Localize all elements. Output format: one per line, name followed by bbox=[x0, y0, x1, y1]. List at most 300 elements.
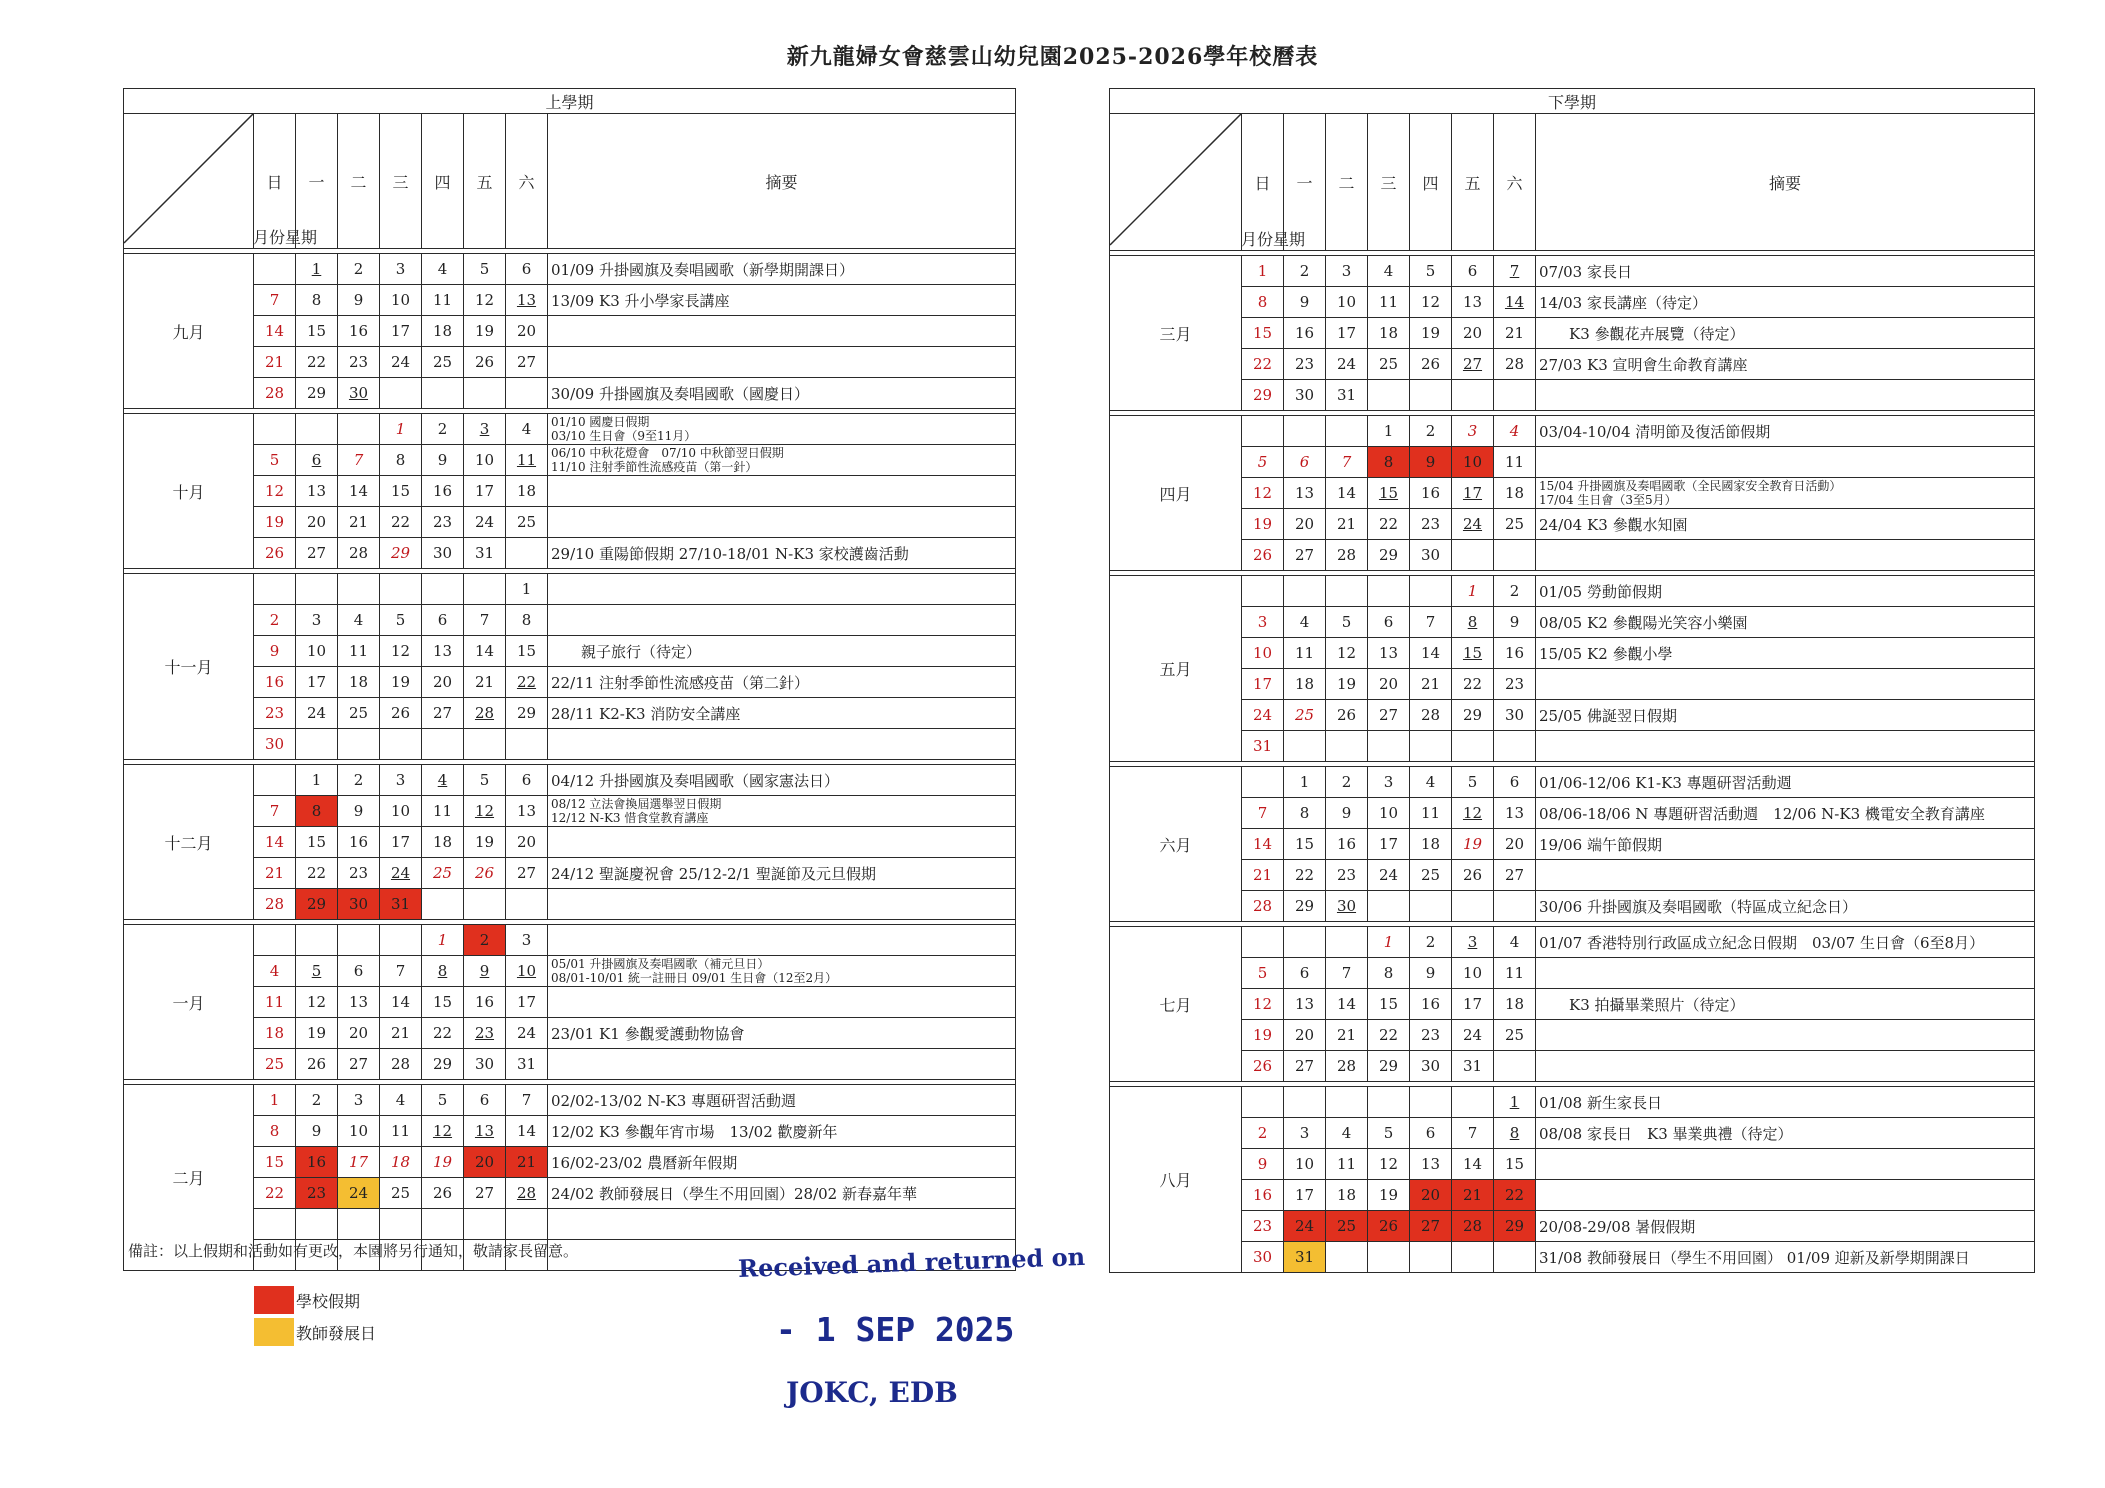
day-number: 28 bbox=[264, 895, 285, 913]
day-number: 13 bbox=[1420, 1155, 1441, 1173]
week-row bbox=[1110, 798, 2035, 829]
day-number: 1 bbox=[269, 1091, 280, 1109]
day-number: 26 bbox=[474, 864, 495, 882]
week-row bbox=[124, 538, 1016, 569]
day-number: 11 bbox=[1378, 293, 1399, 311]
day-cell bbox=[1494, 1087, 1536, 1118]
day-number: 11 bbox=[348, 642, 369, 660]
week-row bbox=[1110, 1118, 2035, 1149]
day-number: 13 bbox=[1462, 293, 1483, 311]
day-cell bbox=[1284, 1051, 1326, 1082]
week-summary bbox=[548, 889, 1016, 920]
week-row bbox=[1110, 1020, 2035, 1051]
day-number: 24 bbox=[390, 353, 411, 371]
day-cell bbox=[1326, 447, 1368, 478]
week-row bbox=[124, 414, 1016, 445]
day-cell bbox=[296, 476, 338, 507]
day-number: 19 bbox=[474, 833, 495, 851]
day-number: 18 bbox=[1378, 324, 1399, 342]
day-number: 3 bbox=[1341, 262, 1352, 280]
day-number: 28 bbox=[390, 1055, 411, 1073]
day-number: 10 bbox=[1336, 293, 1357, 311]
day-number: 1 bbox=[395, 420, 406, 438]
day-number: 2 bbox=[1299, 262, 1310, 280]
week-summary bbox=[1536, 891, 2035, 922]
week-summary bbox=[1536, 1149, 2035, 1180]
day-number: 15 bbox=[1378, 995, 1399, 1013]
day-number: 8 bbox=[1299, 804, 1310, 822]
day-cell bbox=[296, 574, 338, 605]
day-cell bbox=[254, 476, 296, 507]
day-cell bbox=[254, 729, 296, 760]
day-cell bbox=[1410, 416, 1452, 447]
day-number: 19 bbox=[264, 513, 285, 531]
day-number: 22 bbox=[516, 673, 537, 691]
day-number: 21 bbox=[516, 1153, 537, 1171]
week-row bbox=[1110, 607, 2035, 638]
day-cell bbox=[1368, 1118, 1410, 1149]
day-cell bbox=[1494, 669, 1536, 700]
day-number: 6 bbox=[437, 611, 448, 629]
day-cell bbox=[1284, 1180, 1326, 1211]
day-cell bbox=[464, 667, 506, 698]
day-number: 6 bbox=[521, 771, 532, 789]
day-cell bbox=[380, 574, 422, 605]
day-number: 4 bbox=[1341, 1124, 1352, 1142]
day-cell bbox=[422, 605, 464, 636]
day-cell bbox=[338, 445, 380, 476]
day-number: 8 bbox=[1257, 293, 1268, 311]
day-cell bbox=[1242, 576, 1284, 607]
day-number: 15 bbox=[306, 833, 327, 851]
weekday-header: 六 bbox=[506, 114, 548, 249]
day-cell bbox=[296, 347, 338, 378]
summary-line: 08/05 K2 參觀陽光笑容小樂園 bbox=[1539, 613, 1748, 632]
day-cell bbox=[1452, 576, 1494, 607]
day-number: 13 bbox=[516, 802, 537, 820]
day-cell bbox=[254, 765, 296, 796]
day-number: 16 bbox=[1336, 835, 1357, 853]
day-cell bbox=[1452, 380, 1494, 411]
day-cell bbox=[1284, 958, 1326, 989]
day-cell bbox=[380, 1085, 422, 1116]
day-cell bbox=[338, 507, 380, 538]
week-row bbox=[124, 925, 1016, 956]
day-number: 2 bbox=[353, 771, 364, 789]
day-number: 23 bbox=[1420, 515, 1441, 533]
day-number: 15 bbox=[1504, 1155, 1525, 1173]
summary-line: 16/02-23/02 農曆新年假期 bbox=[551, 1153, 738, 1172]
day-cell bbox=[464, 538, 506, 569]
day-number: 19 bbox=[390, 673, 411, 691]
week-row bbox=[1110, 1211, 2035, 1242]
day-cell bbox=[338, 254, 380, 285]
day-number: 20 bbox=[348, 1024, 369, 1042]
day-cell bbox=[422, 1178, 464, 1209]
day-cell bbox=[338, 1116, 380, 1147]
week-row bbox=[124, 605, 1016, 636]
day-cell bbox=[1452, 1149, 1494, 1180]
summary-line: 30/06 升掛國旗及奏唱國歌（特區成立紀念日） bbox=[1539, 897, 1857, 916]
week-row bbox=[1110, 349, 2035, 380]
week-summary bbox=[1536, 540, 2035, 571]
day-number: 15 bbox=[432, 993, 453, 1011]
week-summary bbox=[1536, 509, 2035, 540]
week-summary bbox=[548, 667, 1016, 698]
week-summary bbox=[1536, 1242, 2035, 1273]
summary-line: 25/05 佛誕翌日假期 bbox=[1539, 706, 1677, 725]
day-cell bbox=[1368, 1211, 1410, 1242]
day-cell bbox=[380, 1209, 422, 1240]
day-number: 29 bbox=[306, 384, 327, 402]
day-number: 27 bbox=[1462, 355, 1483, 373]
day-number: 2 bbox=[1425, 422, 1436, 440]
day-cell bbox=[296, 538, 338, 569]
day-cell bbox=[254, 538, 296, 569]
summary-line: 08/01-10/01 統一註冊日 09/01 生日會（12至2月） bbox=[551, 971, 838, 985]
summary-line: K3 拍攝畢業照片（待定） bbox=[1539, 995, 1745, 1014]
day-cell bbox=[1494, 576, 1536, 607]
day-cell bbox=[464, 987, 506, 1018]
day-cell bbox=[1452, 1180, 1494, 1211]
day-cell bbox=[254, 1178, 296, 1209]
day-cell bbox=[1410, 731, 1452, 762]
day-number: 28 bbox=[348, 544, 369, 562]
day-cell bbox=[422, 796, 464, 827]
day-cell bbox=[1410, 607, 1452, 638]
day-number: 20 bbox=[1420, 1186, 1441, 1204]
day-cell bbox=[422, 1049, 464, 1080]
day-cell bbox=[1452, 1020, 1494, 1051]
day-cell bbox=[422, 729, 464, 760]
month-label: 十二月 bbox=[124, 765, 254, 920]
day-cell bbox=[1242, 380, 1284, 411]
day-number: 12 bbox=[432, 1122, 453, 1140]
day-number: 11 bbox=[1504, 453, 1525, 471]
day-number: 23 bbox=[1420, 1026, 1441, 1044]
day-cell bbox=[338, 285, 380, 316]
day-number: 21 bbox=[264, 864, 285, 882]
day-number: 14 bbox=[1420, 644, 1441, 662]
day-number: 29 bbox=[432, 1055, 453, 1073]
day-cell bbox=[1368, 416, 1410, 447]
day-cell bbox=[1494, 989, 1536, 1020]
day-number: 27 bbox=[516, 353, 537, 371]
day-cell bbox=[1410, 989, 1452, 1020]
day-number: 30 bbox=[474, 1055, 495, 1073]
day-number: 10 bbox=[1378, 804, 1399, 822]
day-number: 29 bbox=[1252, 386, 1273, 404]
day-number: 27 bbox=[432, 704, 453, 722]
week-summary bbox=[1536, 669, 2035, 700]
week-row bbox=[124, 1116, 1016, 1147]
day-number: 1 bbox=[521, 580, 532, 598]
stamp-date: - 1 SEP 2025 bbox=[776, 1310, 1015, 1349]
day-cell bbox=[1368, 607, 1410, 638]
week-summary bbox=[1536, 700, 2035, 731]
day-number: 15 bbox=[516, 642, 537, 660]
day-number: 2 bbox=[1425, 933, 1436, 951]
day-number: 20 bbox=[1462, 324, 1483, 342]
summary-line: 24/12 聖誕慶祝會 25/12-2/1 聖誕節及元旦假期 bbox=[551, 864, 876, 883]
day-cell bbox=[506, 538, 548, 569]
day-number: 30 bbox=[348, 895, 369, 913]
day-cell bbox=[1242, 958, 1284, 989]
day-number: 24 bbox=[1252, 706, 1273, 724]
summary-line: 19/06 端午節假期 bbox=[1539, 835, 1662, 854]
day-cell bbox=[1242, 349, 1284, 380]
weekday-header-label: 星期 bbox=[1273, 230, 1306, 249]
day-cell bbox=[296, 414, 338, 445]
day-number: 25 bbox=[264, 1055, 285, 1073]
week-row bbox=[1110, 829, 2035, 860]
day-cell bbox=[380, 858, 422, 889]
day-cell bbox=[1410, 540, 1452, 571]
day-number: 9 bbox=[1425, 964, 1436, 982]
day-number: 31 bbox=[1252, 737, 1273, 755]
stamp-received-text: Received and returned on bbox=[737, 1241, 1086, 1284]
day-cell bbox=[1326, 700, 1368, 731]
day-number: 30 bbox=[1252, 1248, 1273, 1266]
day-number: 16 bbox=[1252, 1186, 1273, 1204]
day-cell bbox=[1368, 638, 1410, 669]
week-row bbox=[1110, 767, 2035, 798]
week-row bbox=[124, 1178, 1016, 1209]
week-summary bbox=[1536, 318, 2035, 349]
day-number: 17 bbox=[1462, 484, 1483, 502]
day-cell bbox=[1284, 318, 1326, 349]
day-number: 12 bbox=[474, 802, 495, 820]
day-cell bbox=[296, 667, 338, 698]
day-number: 24 bbox=[474, 513, 495, 531]
summary-line: 01/05 勞動節假期 bbox=[1539, 582, 1662, 601]
day-cell bbox=[422, 925, 464, 956]
day-cell bbox=[1368, 669, 1410, 700]
day-number: 1 bbox=[437, 931, 448, 949]
day-number: 21 bbox=[474, 673, 495, 691]
day-number: 6 bbox=[1299, 453, 1310, 471]
day-cell bbox=[296, 858, 338, 889]
day-number: 23 bbox=[348, 353, 369, 371]
day-cell bbox=[506, 1018, 548, 1049]
day-cell bbox=[1326, 256, 1368, 287]
day-number: 7 bbox=[1509, 262, 1520, 280]
day-number: 2 bbox=[353, 260, 364, 278]
day-number: 12 bbox=[1462, 804, 1483, 822]
week-summary bbox=[548, 254, 1016, 285]
day-cell bbox=[1242, 1149, 1284, 1180]
week-summary bbox=[1536, 798, 2035, 829]
day-cell bbox=[506, 574, 548, 605]
day-cell bbox=[1452, 1051, 1494, 1082]
day-cell bbox=[464, 827, 506, 858]
day-cell bbox=[1410, 798, 1452, 829]
summary-line: 07/03 家長日 bbox=[1539, 262, 1632, 281]
weekday-header-row bbox=[124, 114, 1016, 249]
day-cell bbox=[1368, 989, 1410, 1020]
weekday-header: 四 bbox=[1410, 114, 1452, 251]
day-cell bbox=[296, 698, 338, 729]
day-cell bbox=[1368, 958, 1410, 989]
week-row bbox=[1110, 700, 2035, 731]
summary-line: 14/03 家長講座（待定） bbox=[1539, 293, 1707, 312]
day-number: 2 bbox=[1509, 582, 1520, 600]
day-number: 30 bbox=[348, 384, 369, 402]
day-number: 11 bbox=[264, 993, 285, 1011]
day-number: 21 bbox=[1252, 866, 1273, 884]
day-number: 21 bbox=[390, 1024, 411, 1042]
day-cell bbox=[1242, 318, 1284, 349]
day-number: 9 bbox=[1425, 453, 1436, 471]
day-number: 14 bbox=[348, 482, 369, 500]
day-number: 5 bbox=[1341, 613, 1352, 631]
day-cell bbox=[254, 378, 296, 409]
day-number: 22 bbox=[390, 513, 411, 531]
day-cell bbox=[1284, 638, 1326, 669]
day-cell bbox=[1494, 287, 1536, 318]
day-cell bbox=[296, 316, 338, 347]
day-number: 20 bbox=[516, 833, 537, 851]
day-cell bbox=[254, 636, 296, 667]
day-number: 23 bbox=[348, 864, 369, 882]
day-number: 26 bbox=[1252, 1057, 1273, 1075]
day-number: 27 bbox=[1420, 1217, 1441, 1235]
day-cell bbox=[338, 574, 380, 605]
day-cell bbox=[1452, 478, 1494, 509]
day-cell bbox=[464, 1178, 506, 1209]
day-number: 13 bbox=[474, 1122, 495, 1140]
day-cell bbox=[1410, 1118, 1452, 1149]
day-number: 22 bbox=[1462, 675, 1483, 693]
day-number: 2 bbox=[437, 420, 448, 438]
day-number: 24 bbox=[1336, 355, 1357, 373]
week-row bbox=[124, 858, 1016, 889]
day-number: 19 bbox=[432, 1153, 453, 1171]
day-cell bbox=[254, 445, 296, 476]
day-cell bbox=[1368, 478, 1410, 509]
summary-line: 15/04 升掛國旗及奏唱國歌（全民國家安全教育日活動） bbox=[1539, 479, 1842, 493]
day-number: 16 bbox=[306, 1153, 327, 1171]
day-cell bbox=[1284, 1020, 1326, 1051]
day-number: 11 bbox=[516, 451, 537, 469]
summary-header: 摘要 bbox=[1536, 114, 2035, 251]
day-cell bbox=[1242, 540, 1284, 571]
day-cell bbox=[1452, 731, 1494, 762]
day-cell bbox=[254, 1049, 296, 1080]
day-number: 6 bbox=[353, 962, 364, 980]
day-cell bbox=[1368, 927, 1410, 958]
day-number: 4 bbox=[1509, 933, 1520, 951]
day-number: 13 bbox=[348, 993, 369, 1011]
day-number: 20 bbox=[1378, 675, 1399, 693]
week-row bbox=[124, 827, 1016, 858]
day-cell bbox=[1368, 1180, 1410, 1211]
day-cell bbox=[296, 956, 338, 987]
day-cell bbox=[338, 476, 380, 507]
day-number: 11 bbox=[1420, 804, 1441, 822]
day-cell bbox=[1452, 767, 1494, 798]
day-cell bbox=[1494, 509, 1536, 540]
week-row bbox=[1110, 1149, 2035, 1180]
week-row bbox=[1110, 927, 2035, 958]
day-cell bbox=[1452, 1211, 1494, 1242]
week-summary bbox=[1536, 287, 2035, 318]
day-number: 25 bbox=[1504, 515, 1525, 533]
day-number: 20 bbox=[1504, 835, 1525, 853]
day-cell bbox=[1284, 576, 1326, 607]
week-summary bbox=[1536, 1118, 2035, 1149]
day-number: 15 bbox=[1378, 484, 1399, 502]
week-summary bbox=[548, 636, 1016, 667]
day-cell bbox=[1452, 1242, 1494, 1273]
day-number: 10 bbox=[474, 451, 495, 469]
day-number: 9 bbox=[353, 291, 364, 309]
day-number: 24 bbox=[516, 1024, 537, 1042]
day-cell bbox=[380, 698, 422, 729]
day-number: 19 bbox=[1462, 835, 1483, 853]
day-number: 2 bbox=[1257, 1124, 1268, 1142]
day-number: 19 bbox=[1420, 324, 1441, 342]
day-cell bbox=[1284, 380, 1326, 411]
day-cell bbox=[1326, 576, 1368, 607]
day-cell bbox=[1410, 287, 1452, 318]
day-number: 7 bbox=[1257, 804, 1268, 822]
day-number: 11 bbox=[432, 291, 453, 309]
day-cell bbox=[1410, 478, 1452, 509]
day-cell bbox=[464, 636, 506, 667]
day-number: 2 bbox=[479, 931, 490, 949]
month-weekday-corner bbox=[124, 114, 318, 249]
day-cell bbox=[464, 796, 506, 827]
day-cell bbox=[1494, 478, 1536, 509]
month-label: 十一月 bbox=[124, 574, 254, 760]
day-cell bbox=[1410, 1242, 1452, 1273]
day-number: 19 bbox=[1378, 1186, 1399, 1204]
day-cell bbox=[380, 636, 422, 667]
week-summary bbox=[1536, 416, 2035, 447]
week-summary bbox=[548, 858, 1016, 889]
day-number: 23 bbox=[1252, 1217, 1273, 1235]
day-number: 19 bbox=[1252, 515, 1273, 533]
day-cell bbox=[1284, 1211, 1326, 1242]
day-cell bbox=[1452, 287, 1494, 318]
day-cell bbox=[1284, 416, 1326, 447]
day-number: 4 bbox=[1425, 773, 1436, 791]
day-number: 15 bbox=[1462, 644, 1483, 662]
day-number: 6 bbox=[1467, 262, 1478, 280]
day-cell bbox=[464, 285, 506, 316]
day-cell bbox=[1326, 829, 1368, 860]
day-number: 8 bbox=[311, 802, 322, 820]
day-cell bbox=[1242, 607, 1284, 638]
day-cell bbox=[1326, 540, 1368, 571]
day-cell bbox=[254, 987, 296, 1018]
day-number: 7 bbox=[521, 1091, 532, 1109]
day-number: 1 bbox=[1383, 933, 1394, 951]
day-cell bbox=[296, 1085, 338, 1116]
day-cell bbox=[1242, 989, 1284, 1020]
day-cell bbox=[422, 667, 464, 698]
day-cell bbox=[296, 285, 338, 316]
day-cell bbox=[380, 1178, 422, 1209]
day-cell bbox=[422, 538, 464, 569]
week-summary bbox=[1536, 380, 2035, 411]
day-number: 21 bbox=[1336, 1026, 1357, 1044]
summary-line: 01/09 升掛國旗及奏唱國歌（新學期開課日） bbox=[551, 260, 854, 279]
day-number: 26 bbox=[1336, 706, 1357, 724]
day-cell bbox=[1452, 829, 1494, 860]
day-number: 29 bbox=[1462, 706, 1483, 724]
